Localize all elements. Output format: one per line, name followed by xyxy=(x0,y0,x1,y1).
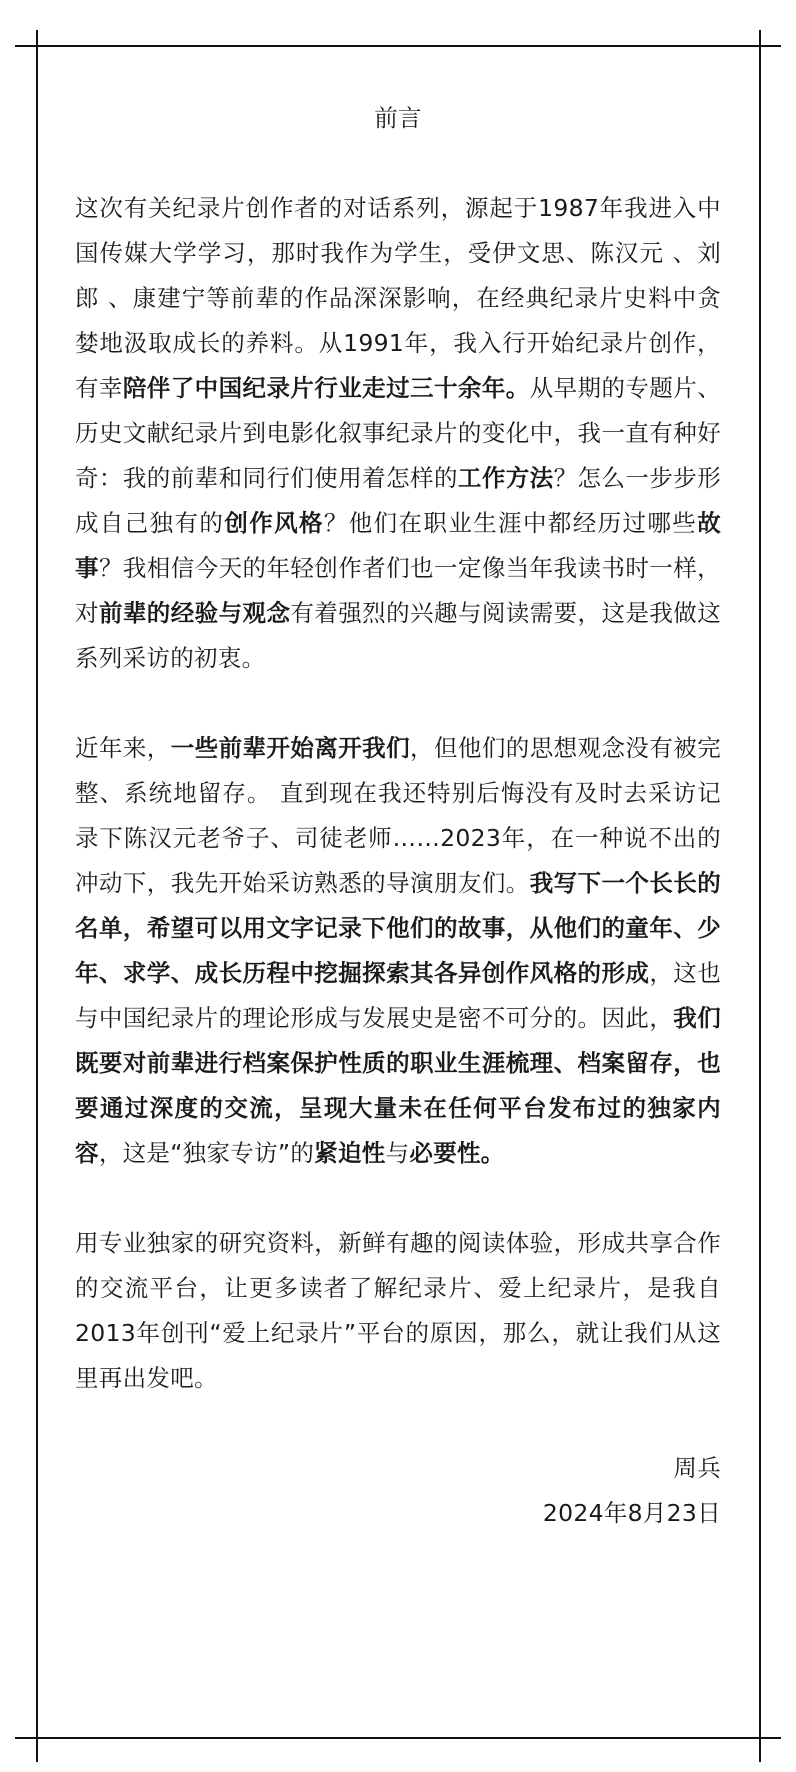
bold-run: 故事 xyxy=(75,509,722,582)
bold-run: 陪伴了中国纪录片行业走过三十余年。 xyxy=(122,374,530,402)
page-title: 前言 xyxy=(374,104,422,132)
text-run: ？怎么一步步形成自己独有的 xyxy=(75,464,722,537)
text-run: ，这也与中国纪录片的理论形成与发展史是密不可分的。因此， xyxy=(75,959,722,1032)
text-run: ？他们在职业生涯中都经历过哪些 xyxy=(323,509,698,537)
right-frame-line xyxy=(759,30,761,1762)
bold-run: 必要性。 xyxy=(409,1139,505,1167)
document-body xyxy=(75,96,721,1536)
bold-run: 我们既要对前辈进行档案保护性质的职业生涯梳理、档案留存，也要通过深度的交流，呈现大量未在任何平台发布过的独家内容 xyxy=(75,1004,721,1167)
text-run: 从早期的专题片、历史文献纪录片到电影化叙事纪录片的变化中，我一直有种好奇：我的前辈和同行们使用着怎样的 xyxy=(75,374,721,492)
bold-run: 前辈的经验与观念 xyxy=(98,599,291,627)
text-run: 有着强烈的兴趣与阅读需要，这是我做这系列采访的初衷。 xyxy=(75,599,721,672)
text-run: 近年来， xyxy=(75,734,171,762)
text-run: 与 xyxy=(385,1139,410,1167)
text-run: 这次有关纪录片创作者的对话系列，源起于1987年我进入中国传媒大学学习，那时我作为学生，受伊文思、陈汉元 、刘郎 、康建宁等前辈的作品深深影响，在经典纪录片史料中贪婪地汲取成长的养料。从1991年，我入行开始纪录片创作，有幸 xyxy=(75,194,721,402)
signature-date: 2024年8月23日 xyxy=(542,1499,721,1527)
paragraph-origin xyxy=(75,186,721,681)
bold-run: 工作方法 xyxy=(457,464,554,492)
left-frame-line xyxy=(36,30,38,1762)
paragraph-urgency xyxy=(75,726,721,1176)
signature-author: 周兵 xyxy=(673,1454,721,1482)
text-run: ？我相信今天的年轻创作者们也一定像当年我读书时一样，对 xyxy=(75,554,721,627)
bold-run: 一些前辈开始离开我们 xyxy=(170,734,411,762)
text-run: ，这是“独家专访”的 xyxy=(98,1139,315,1167)
paragraph-platform: 用专业独家的研究资料，新鲜有趣的阅读体验，形成共享合作的交流平台，让更多读者了解纪录片、爱上纪录片，是我自2013年创刊“爱上纪录片”平台的原因，那么，就让我们从这里再出发吧。 xyxy=(75,1229,721,1392)
bold-run: 我写下一个长长的名单，希望可以用文字记录下他们的故事，从他们的童年、少年、求学、成长历程中挖掘探索其各异创作风格的形成 xyxy=(75,869,722,987)
text-run: ，但他们的思想观念没有被完整、系统地留存。 直到现在我还特别后悔没有及时去采访记录下陈汉元老爷子、司徒老师……2023年，在一种说不出的冲动下，我先开始采访熟悉的导演朋友们。 xyxy=(75,734,722,897)
top-frame-line xyxy=(15,45,781,47)
bottom-frame-line xyxy=(15,1737,781,1739)
bold-run: 紧迫性 xyxy=(314,1139,386,1167)
bold-run: 创作风格 xyxy=(224,509,324,537)
